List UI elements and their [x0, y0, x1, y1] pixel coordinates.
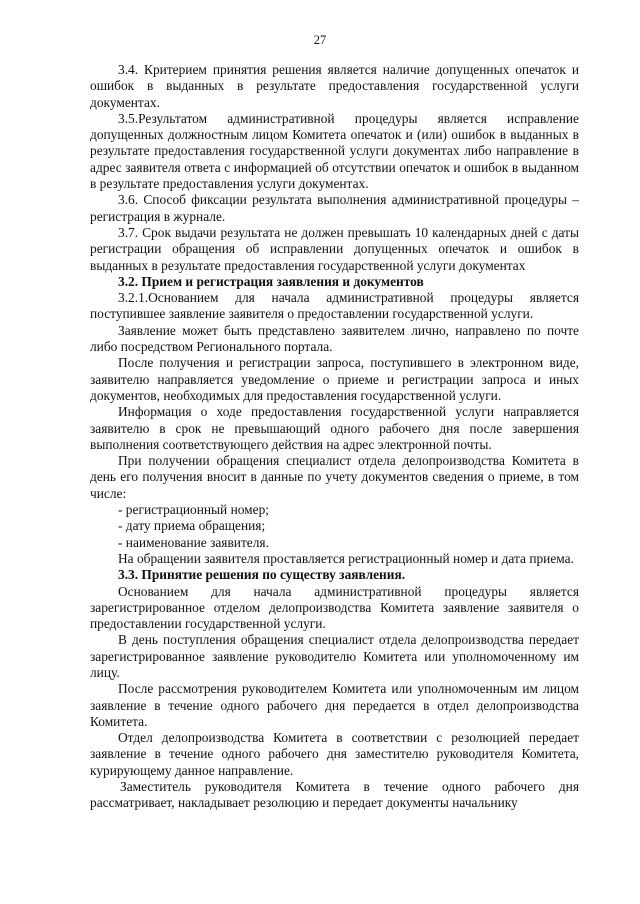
paragraph: Основанием для начала административной процедуры является зарегистрированное отделом делопроизводства Комитета заявление заявителя о предоставлении государственной услуги. — [90, 583, 579, 632]
paragraph: 3.6. Способ фиксации результата выполнения административной процедуры – регистрация в журнале. — [90, 192, 579, 224]
paragraph: Информация о ходе предоставления государственной услуги направляется заявителю в срок не превышающий одного рабочего дня после завершения выполнения соответствующего действия на адрес электронной почты. — [90, 404, 579, 452]
document-body — [90, 62, 579, 812]
paragraph: Заявление может быть представлено заявителем лично, направлено по почте либо посредством Регионального портала. — [90, 322, 579, 355]
paragraph: Отдел делопроизводства Комитета в соответствии с резолюцией передает заявление в течение одного рабочего дня заместителю руководителя Комитета, курирующему данное направление. — [90, 730, 579, 778]
paragraph: 3.2.1.Основанием для начала административной процедуры является поступившее заявление заявителя о предоставлении государственной услуги. — [90, 290, 579, 322]
paragraph: Заместитель руководителя Комитета в течение одного рабочего дня рассматривает, накладывает резолюцию и передает документы начальнику — [90, 779, 579, 811]
section-heading: 3.2. Прием и регистрация заявления и документов — [118, 273, 424, 289]
list-item: - дату приема обращения; — [118, 518, 266, 534]
list-item: - наименование заявителя. — [118, 534, 269, 550]
page-number: 27 — [313, 33, 327, 47]
list-item: - регистрационный номер; — [118, 502, 270, 518]
paragraph: После рассмотрения руководителем Комитета или уполномоченным им лицом заявление в течение одного рабочего дня передается в отдел делопроизводства Комитета. — [90, 681, 579, 729]
section-heading: 3.3. Принятие решения по существу заявления. — [118, 567, 406, 583]
paragraph: В день поступления обращения специалист отдела делопроизводства передает зарегистрированное заявление руководителю Комитета или уполномоченному им лицу. — [90, 632, 579, 680]
paragraph: При получении обращения специалист отдела делопроизводства Комитета в день его получения вносит в данные по учету документов сведения о приеме, в том числе: — [90, 453, 579, 501]
paragraph: На обращении заявителя проставляется регистрационный номер и дата приема. — [118, 550, 574, 566]
paragraph: После получения и регистрации запроса, поступившего в электронном виде, заявителю направляется уведомление о приеме и регистрации запроса и иных документов, необходимых для предоставления государственной услуги. — [90, 355, 579, 403]
paragraph: 3.4. Критерием принятия решения является наличие допущенных опечаток и ошибок в выданных в результате предоставления государственной услуги документах. — [90, 62, 579, 110]
paragraph: 3.7. Срок выдачи результата не должен превышать 10 календарных дней с даты регистрации обращения об исправлении допущенных опечаток и ошибок в выданных в результате предоставления государственной услуги документах — [90, 224, 579, 273]
paragraph: 3.5.Результатом административной процедуры является исправление допущенных должностным лицом Комитета опечаток и (или) ошибок в выданных в результате предоставления государственной услуги документах либо направление в адрес заявителя ответа с информацией об отсутствии опечаток и ошибок в выданном в результате предоставления услуги документах. — [90, 110, 579, 192]
